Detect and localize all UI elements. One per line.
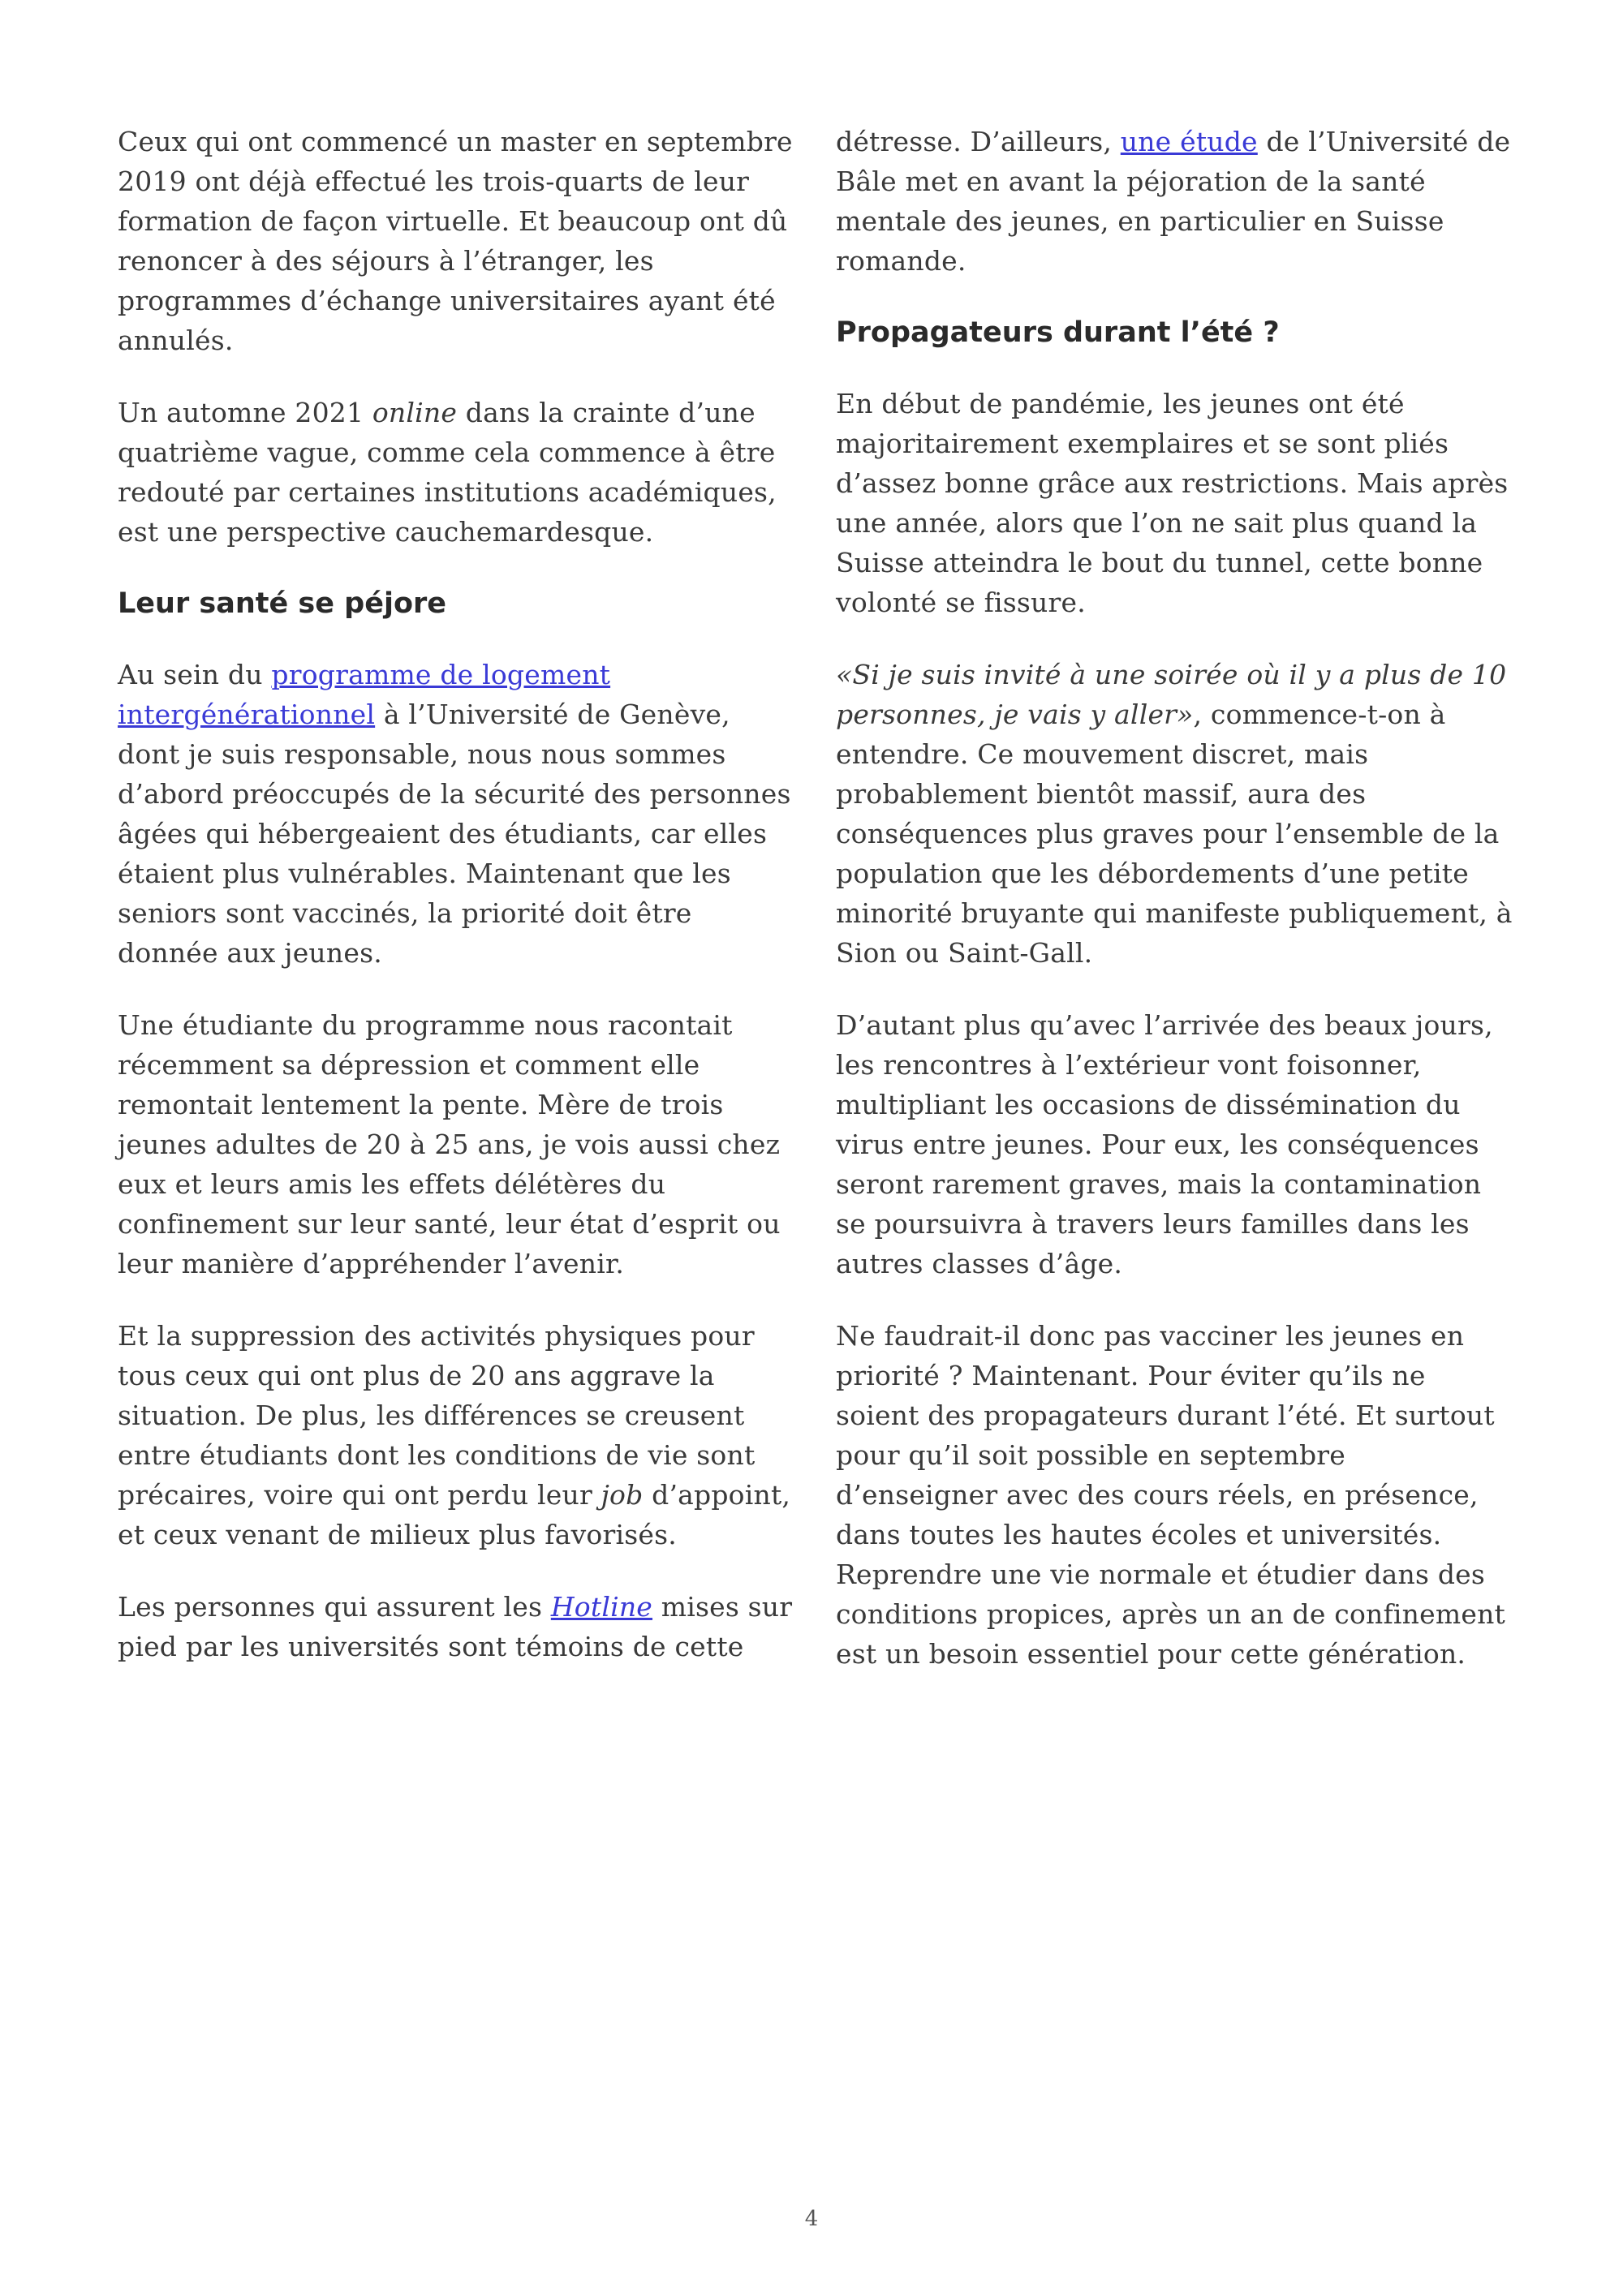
page-number: 4: [804, 2207, 819, 2231]
paragraph: Les personnes qui assurent les Hotline mises sur pied par les universités sont témoins de cette: [118, 1591, 793, 1662]
paragraph: D’autant plus qu’avec l’arrivée des beaux jours, les rencontres à l’extérieur vont foisonner, multipliant les occasions de dissémination du virus entre jeunes. Pour eux, les conséquences seront rarement graves, mais la contamination se poursuivra à travers leurs familles dans les autres classes d’âge.: [836, 1009, 1493, 1279]
paragraph: Une étudiante du programme nous racontait récemment sa dépression et comment elle remontait lentement la pente. Mère de trois jeunes adultes de 20 à 25 ans, je vois aussi chez eux et leurs amis les effets délétères du confinement sur leur santé, leur état d’esprit ou leur manière d’appréhender l’avenir.: [118, 1009, 781, 1279]
link-programme-logement[interactable]: programme de logement intergénérationnel: [118, 659, 611, 730]
paragraph: Ne faudrait-il donc pas vacciner les jeunes en priorité ? Maintenant. Pour éviter qu’ils ne soient des propagateurs durant l’été. Et surtout pour qu’il soit possible en septembre d’enseigner avec des cours réels, en présence, dans toutes les hautes écoles et universités. Reprendre une vie normale et étudier dans des conditions propices, après un an de confinement est un besoin essentiel pour cette génération.: [836, 1320, 1505, 1670]
left-column: [118, 122, 796, 1699]
paragraph: Ceux qui ont commencé un master en septembre 2019 ont déjà effectué les trois-quarts de leur formation de façon virtuelle. Et beaucoup ont dû renoncer à des séjours à l’étranger, les programmes d’échange universitaires ayant été annulés.: [118, 126, 793, 356]
right-column: [836, 122, 1514, 1706]
link-une-etude[interactable]: une étude: [1120, 126, 1258, 157]
section-heading: Propagateurs durant l’été ?: [836, 316, 1280, 349]
link-hotline[interactable]: Hotline: [550, 1591, 653, 1623]
paragraph: Au sein du programme de logement intergénérationnel à l’Université de Genève, dont je suis responsable, nous nous sommes d’abord préoccupés de la sécurité des personnes âgées qui hébergeaient des étudiants, car elles étaient plus vulnérables. Maintenant que les seniors sont vaccinés, la priorité doit être donnée aux jeunes.: [118, 659, 791, 969]
paragraph: En début de pandémie, les jeunes ont été majoritairement exemplaires et se sont pliés d’assez bonne grâce aux restrictions. Mais après une année, alors que l’on ne sait plus quand la Suisse atteindra le bout du tunnel, cette bonne volonté se fissure.: [836, 388, 1509, 618]
emphasis: online: [372, 397, 458, 428]
quote: «Si je suis invité à une soirée où il y a plus de 10 personnes, je vais y aller»: [836, 659, 1507, 730]
section-heading: Leur santé se péjore: [118, 587, 447, 620]
paragraph: détresse. D’ailleurs, une étude de l’Université de Bâle met en avant la péjoration de la santé mentale des jeunes, en particulier en Suisse romande.: [836, 126, 1511, 277]
emphasis: job: [601, 1479, 644, 1511]
paragraph: Un automne 2021 online dans la crainte d’une quatrième vague, comme cela commence à être redouté par certaines institutions académiques, est une perspective cauchemardesque.: [118, 397, 777, 548]
paragraph: Et la suppression des activités physiques pour tous ceux qui ont plus de 20 ans aggrave la situation. De plus, les différences se creusent entre étudiants dont les conditions de vie sont précaires, voire qui ont perdu leur job d’appoint, et ceux venant de milieux plus favorisés.: [118, 1320, 791, 1550]
paragraph: «Si je suis invité à une soirée où il y a plus de 10 personnes, je vais y aller», commence-t-on à entendre. Ce mouvement discret, mais probablement bientôt massif, aura des conséquences plus graves pour l’ensemble de la population que les débordements d’une petite minorité bruyante qui manifeste publiquement, à Sion ou Saint-Gall.: [836, 659, 1513, 969]
